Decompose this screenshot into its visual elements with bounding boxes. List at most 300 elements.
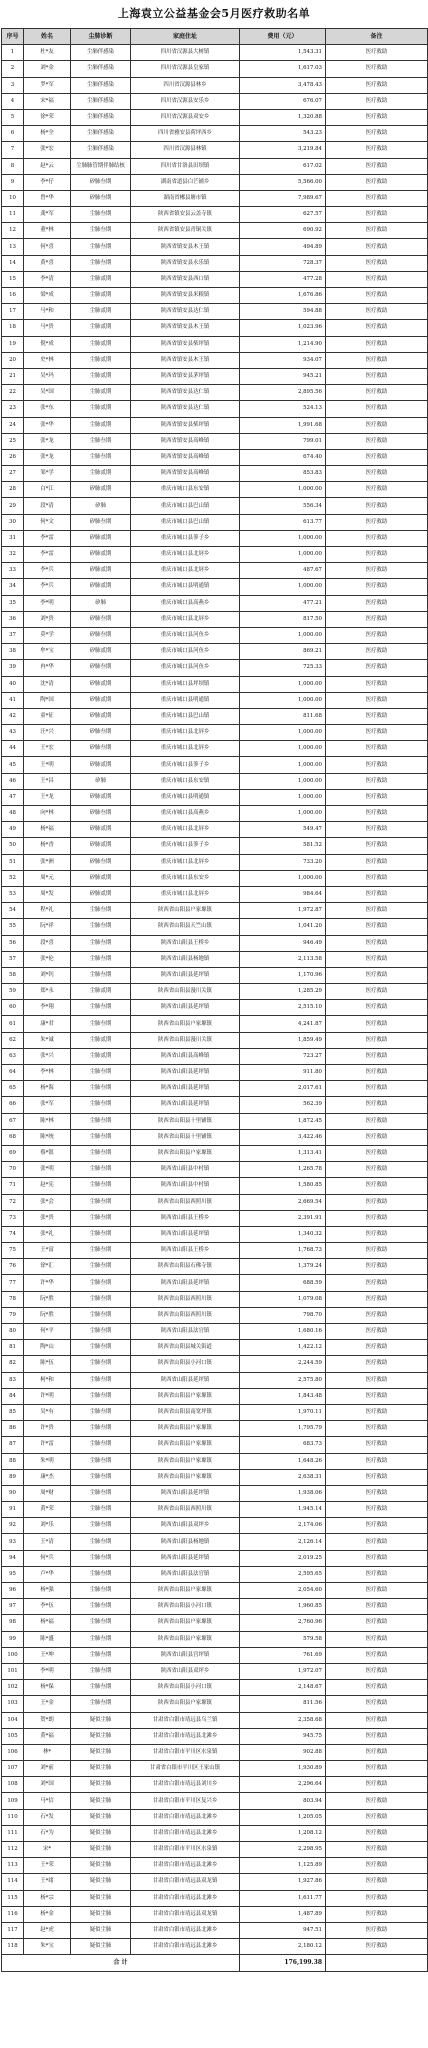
cell-index: 50 [2, 838, 24, 854]
cell-note: 医疗救助 [326, 1291, 428, 1307]
table-row [2, 1210, 428, 1226]
cell-diagnosis: 尘肺叁期 [71, 1599, 131, 1615]
cell-diagnosis: 尘肺伴感染 [71, 61, 131, 77]
cell-cost: 1,768.73 [240, 1243, 326, 1259]
cell-name: 杨*金 [24, 1906, 71, 1922]
cell-cost: 581.52 [240, 838, 326, 854]
table-row [2, 1356, 428, 1372]
cell-name: 张*会 [24, 1194, 71, 1210]
cell-name: 许*贵 [24, 1421, 71, 1437]
cell-name: 徐*汇 [24, 1259, 71, 1275]
cell-name: 张*龙 [24, 433, 71, 449]
table-row [2, 838, 428, 854]
cell-diagnosis: 尘肺贰期 [71, 385, 131, 401]
table-row [2, 1194, 428, 1210]
cell-address: 四川省汉源县双安乡 [131, 109, 240, 125]
cell-name: 郑*永 [24, 984, 71, 1000]
cell-index: 24 [2, 417, 24, 433]
cell-name: 阮*胜 [24, 1307, 71, 1323]
cell-diagnosis: 尘肺贰期 [71, 1032, 131, 1048]
cell-note: 医疗救助 [326, 1016, 428, 1032]
cell-diagnosis: 尘肺叁期 [71, 1566, 131, 1582]
cell-index: 118 [2, 1939, 24, 1955]
cell-index: 21 [2, 368, 24, 384]
cell-diagnosis: 尘肺叁期 [71, 1615, 131, 1631]
cell-name: 吴*有 [24, 1404, 71, 1420]
cell-note: 医疗救助 [326, 1696, 428, 1712]
table-row [2, 401, 428, 417]
cell-address: 甘肃省白银市靖远县乌兰镇 [131, 1712, 240, 1728]
cell-name: 马*和 [24, 304, 71, 320]
table-row [2, 1777, 428, 1793]
cell-diagnosis: 尘肺叁期 [71, 1437, 131, 1453]
cell-address: 陕西省山阳县双坪乡 [131, 1663, 240, 1679]
cell-name: 刘*乐 [24, 1518, 71, 1534]
table-row [2, 45, 428, 61]
cell-diagnosis: 尘肺贰期 [71, 271, 131, 287]
cell-index: 77 [2, 1275, 24, 1291]
cell-address: 陕西省山阳县户家塬镇 [131, 1631, 240, 1647]
cell-diagnosis: 尘肺叁期 [71, 1680, 131, 1696]
cell-note: 医疗救助 [326, 61, 428, 77]
cell-cost: 1,041.20 [240, 919, 326, 935]
cell-index: 44 [2, 741, 24, 757]
cell-cost: 594.88 [240, 304, 326, 320]
relief-table [1, 28, 428, 1972]
cell-note: 医疗救助 [326, 401, 428, 417]
cell-diagnosis: 尘肺叁期 [71, 1631, 131, 1647]
cell-diagnosis: 疑似尘肺 [71, 1744, 131, 1760]
table-row [2, 757, 428, 773]
cell-note: 医疗救助 [326, 271, 428, 287]
cell-diagnosis: 尘肺叁期 [71, 1210, 131, 1226]
cell-note: 医疗救助 [326, 1680, 428, 1696]
cell-diagnosis: 尘肺叁期 [71, 1647, 131, 1663]
cell-name: 白*江 [24, 482, 71, 498]
cell-index: 104 [2, 1712, 24, 1728]
cell-cost: 683.73 [240, 1437, 326, 1453]
cell-cost: 562.39 [240, 1097, 326, 1113]
cell-name: 王*富 [24, 1243, 71, 1259]
cell-index: 110 [2, 1809, 24, 1825]
cell-address: 重庆市城口县河鱼乡 [131, 644, 240, 660]
table-row [2, 708, 428, 724]
cell-note: 医疗救助 [326, 1065, 428, 1081]
cell-index: 20 [2, 352, 24, 368]
cell-address: 重庆市城口县河鱼乡 [131, 627, 240, 643]
cell-name: 王*昌 [24, 773, 71, 789]
cell-name: 张*明 [24, 1162, 71, 1178]
cell-address: 陕西省山阳县延坪镇 [131, 1485, 240, 1501]
table-row [2, 174, 428, 190]
table-row [2, 1113, 428, 1129]
table-row [2, 886, 428, 902]
table-row [2, 190, 428, 206]
cell-name: 杨*全 [24, 126, 71, 142]
cell-index: 60 [2, 1000, 24, 1016]
cell-index: 72 [2, 1194, 24, 1210]
cell-name: 梁*成 [24, 288, 71, 304]
table-row [2, 1469, 428, 1485]
cell-cost: 1,972.87 [240, 903, 326, 919]
cell-note: 医疗救助 [326, 142, 428, 158]
cell-note: 医疗救助 [326, 1550, 428, 1566]
cell-index: 30 [2, 514, 24, 530]
cell-cost: 1,543.31 [240, 45, 326, 61]
cell-index: 7 [2, 142, 24, 158]
cell-index: 65 [2, 1081, 24, 1097]
cell-diagnosis: 疑似尘肺 [71, 1890, 131, 1906]
cell-name: 陶*国 [24, 692, 71, 708]
cell-index: 46 [2, 773, 24, 789]
cell-name: 冉*华 [24, 660, 71, 676]
table-row [2, 158, 428, 174]
table-row [2, 1162, 428, 1178]
cell-note: 医疗救助 [326, 530, 428, 546]
cell-address: 陕西省镇安县达仁镇 [131, 304, 240, 320]
cell-diagnosis: 尘肺叁期 [71, 1453, 131, 1469]
cell-diagnosis: 尘肺叁期 [71, 1372, 131, 1388]
cell-cost: 1,023.96 [240, 320, 326, 336]
cell-index: 42 [2, 708, 24, 724]
cell-cost: 1,170.96 [240, 967, 326, 983]
cell-diagnosis: 矽肺贰期 [71, 886, 131, 902]
cell-index: 59 [2, 984, 24, 1000]
table-row [2, 1178, 428, 1194]
cell-cost: 1,000.00 [240, 741, 326, 757]
cell-name: 王*荣 [24, 1858, 71, 1874]
table-row [2, 93, 428, 109]
cell-name: 许*明 [24, 1388, 71, 1404]
total-value: 176,199.38 [240, 1955, 326, 1971]
cell-name: 卢*华 [24, 1566, 71, 1582]
cell-name: 李*清 [24, 271, 71, 287]
cell-name: 周*发 [24, 886, 71, 902]
cell-diagnosis: 尘肺叁期 [71, 1065, 131, 1081]
cell-address: 陕西省山阳县延坪镇 [131, 1372, 240, 1388]
cell-diagnosis: 尘肺贰期 [71, 304, 131, 320]
cell-name: 马*贵 [24, 320, 71, 336]
cell-name: 张*华 [24, 417, 71, 433]
cell-index: 82 [2, 1356, 24, 1372]
cell-note: 医疗救助 [326, 158, 428, 174]
table-row [2, 1129, 428, 1145]
cell-diagnosis: 疑似尘肺 [71, 1906, 131, 1922]
cell-cost: 1,991.68 [240, 417, 326, 433]
cell-diagnosis: 矽肺 [71, 498, 131, 514]
cell-cost: 1,611.77 [240, 1890, 326, 1906]
table-row [2, 1728, 428, 1744]
cell-address: 陕西省山阳县西照川镇 [131, 1307, 240, 1323]
table-row [2, 109, 428, 125]
table-row [2, 1761, 428, 1777]
cell-diagnosis: 矽肺叁期 [71, 660, 131, 676]
cell-diagnosis: 尘肺叁期 [71, 223, 131, 239]
cell-cost: 627.57 [240, 207, 326, 223]
cell-address: 陕西省镇安县木王镇 [131, 239, 240, 255]
cell-cost: 2,054.60 [240, 1583, 326, 1599]
cell-index: 32 [2, 547, 24, 563]
cell-address: 陕西省山阳县中村镇 [131, 1178, 240, 1194]
cell-name: 牟*宝 [24, 644, 71, 660]
table-row [2, 1340, 428, 1356]
table-row [2, 514, 428, 530]
cell-note: 医疗救助 [326, 886, 428, 902]
cell-index: 112 [2, 1842, 24, 1858]
cell-address: 陕西省山阳县延坪镇 [131, 1550, 240, 1566]
table-row [2, 1566, 428, 1582]
cell-cost: 2,515.10 [240, 1000, 326, 1016]
table-row [2, 1712, 428, 1728]
cell-cost: 543.23 [240, 126, 326, 142]
table-row [2, 385, 428, 401]
table-row [2, 935, 428, 951]
cell-index: 63 [2, 1048, 24, 1064]
cell-cost: 2,669.54 [240, 1194, 326, 1210]
cell-note: 医疗救助 [326, 1324, 428, 1340]
table-row [2, 1890, 428, 1906]
cell-diagnosis: 尘肺叁期 [71, 1518, 131, 1534]
cell-note: 医疗救助 [326, 1275, 428, 1291]
cell-name: 陈*林 [24, 1113, 71, 1129]
cell-diagnosis: 尘肺叁期 [71, 1129, 131, 1145]
cell-address: 重庆市城口县北屏乡 [131, 822, 240, 838]
cell-diagnosis: 尘肺贰期 [71, 417, 131, 433]
total-label: 合 计 [2, 1955, 240, 1971]
cell-index: 25 [2, 433, 24, 449]
cell-note: 医疗救助 [326, 725, 428, 741]
cell-diagnosis: 矽肺叁期 [71, 806, 131, 822]
table-row [2, 1647, 428, 1663]
cell-note: 医疗救助 [326, 1502, 428, 1518]
cell-address: 陕西省山阳县延坪镇 [131, 1226, 240, 1242]
cell-cost: 1,000.00 [240, 547, 326, 563]
cell-note: 医疗救助 [326, 822, 428, 838]
cell-diagnosis: 矽肺叁期 [71, 627, 131, 643]
cell-cost: 1,208.12 [240, 1825, 326, 1841]
cell-diagnosis: 尘肺贰期 [71, 352, 131, 368]
cell-address: 陕西省镇安县青铜关镇 [131, 223, 240, 239]
cell-cost: 524.13 [240, 401, 326, 417]
cell-note: 医疗救助 [326, 336, 428, 352]
cell-address: 陕西省镇安县高峰镇 [131, 449, 240, 465]
cell-address: 陕西省山阳县中村镇 [131, 1162, 240, 1178]
cell-note: 医疗救助 [326, 854, 428, 870]
cell-address: 陕西省镇安县达仁镇 [131, 385, 240, 401]
cell-diagnosis: 尘肺贰期 [71, 320, 131, 336]
table-row [2, 1437, 428, 1453]
cell-name: 董*林 [24, 223, 71, 239]
cell-cost: 946.49 [240, 935, 326, 951]
cell-index: 109 [2, 1793, 24, 1809]
cell-diagnosis: 疑似尘肺 [71, 1922, 131, 1938]
cell-address: 陕西省山阳县王桥乡 [131, 1243, 240, 1259]
table-row [2, 1550, 428, 1566]
cell-cost: 1,872.45 [240, 1113, 326, 1129]
cell-cost: 1,927.86 [240, 1874, 326, 1890]
table-row [2, 1259, 428, 1275]
cell-cost: 1,422.12 [240, 1340, 326, 1356]
cell-name: 石*发 [24, 1809, 71, 1825]
cell-index: 47 [2, 789, 24, 805]
cell-index: 100 [2, 1647, 24, 1663]
cell-note: 医疗救助 [326, 692, 428, 708]
cell-index: 51 [2, 854, 24, 870]
cell-note: 医疗救助 [326, 385, 428, 401]
cell-index: 85 [2, 1404, 24, 1420]
cell-address: 陕西省山阳县户家塬镇 [131, 1016, 240, 1032]
table-row [2, 1793, 428, 1809]
cell-note: 医疗救助 [326, 1307, 428, 1323]
table-row [2, 1081, 428, 1097]
cell-note: 医疗救助 [326, 1340, 428, 1356]
cell-note: 医疗救助 [326, 611, 428, 627]
cell-index: 106 [2, 1744, 24, 1760]
cell-diagnosis: 疑似尘肺 [71, 1939, 131, 1955]
cell-diagnosis: 尘肺伴感染 [71, 93, 131, 109]
cell-index: 40 [2, 676, 24, 692]
cell-note: 医疗救助 [326, 660, 428, 676]
cell-cost: 2,595.65 [240, 1566, 326, 1582]
cell-diagnosis: 尘肺肺管期伴肺结核 [71, 158, 131, 174]
cell-cost: 2,358.68 [240, 1712, 326, 1728]
cell-cost: 2,638.31 [240, 1469, 326, 1485]
cell-address: 陕西省山阳县户家塬镇 [131, 1145, 240, 1161]
cell-index: 17 [2, 304, 24, 320]
cell-note: 医疗救助 [326, 1599, 428, 1615]
cell-diagnosis: 尘肺叁期 [71, 1696, 131, 1712]
cell-address: 重庆市城口县坪坝镇 [131, 676, 240, 692]
cell-name: 贺*朗 [24, 1712, 71, 1728]
cell-diagnosis: 尘肺叁期 [71, 1340, 131, 1356]
cell-address: 陕西省山阳县漫川关镇 [131, 1032, 240, 1048]
cell-name: 段*喜 [24, 935, 71, 951]
cell-address: 陕西省镇安县达仁镇 [131, 401, 240, 417]
cell-name: 杨*保 [24, 1680, 71, 1696]
cell-cost: 799.01 [240, 433, 326, 449]
cell-index: 49 [2, 822, 24, 838]
cell-address: 陕西省山阳县户家塬镇 [131, 1388, 240, 1404]
cell-address: 陕西省山阳县高峰镇 [131, 1048, 240, 1064]
cell-name: 朱*明 [24, 1453, 71, 1469]
cell-note: 医疗救助 [326, 1922, 428, 1938]
cell-note: 医疗救助 [326, 1421, 428, 1437]
cell-name: 陈*盛 [24, 1631, 71, 1647]
cell-address: 重庆市城口县巴山镇 [131, 708, 240, 724]
cell-note: 医疗救助 [326, 514, 428, 530]
table-row [2, 984, 428, 1000]
table-row [2, 1388, 428, 1404]
cell-name: 朱*宝 [24, 1939, 71, 1955]
cell-diagnosis: 疑似尘肺 [71, 1874, 131, 1890]
header-index: 序号 [2, 29, 24, 45]
cell-address: 陕西省镇安县云盖寺镇 [131, 207, 240, 223]
cell-note: 医疗救助 [326, 984, 428, 1000]
cell-name: 张*贵 [24, 1210, 71, 1226]
table-row [2, 1226, 428, 1242]
cell-note: 医疗救助 [326, 417, 428, 433]
table-row [2, 288, 428, 304]
cell-cost: 2,174.06 [240, 1518, 326, 1534]
cell-address: 四川省汉源县林乡 [131, 77, 240, 93]
cell-diagnosis: 疑似尘肺 [71, 1825, 131, 1841]
cell-note: 医疗救助 [326, 1583, 428, 1599]
cell-index: 33 [2, 563, 24, 579]
table-row [2, 433, 428, 449]
cell-note: 医疗救助 [326, 644, 428, 660]
cell-diagnosis: 尘肺叁期 [71, 1194, 131, 1210]
table-row [2, 1825, 428, 1841]
cell-name: 马*信 [24, 1793, 71, 1809]
cell-cost: 817.50 [240, 611, 326, 627]
cell-note: 医疗救助 [326, 1858, 428, 1874]
cell-address: 甘肃省白银市靖远县刘川乡 [131, 1777, 240, 1793]
cell-note: 医疗救助 [326, 1162, 428, 1178]
cell-cost: 728.37 [240, 255, 326, 271]
table-row [2, 1243, 428, 1259]
cell-cost: 5,566.00 [240, 174, 326, 190]
cell-cost: 494.89 [240, 239, 326, 255]
header-row [2, 29, 428, 45]
table-row [2, 352, 428, 368]
cell-note: 医疗救助 [326, 190, 428, 206]
table-row [2, 1631, 428, 1647]
cell-name: 刘*前 [24, 1761, 71, 1777]
cell-note: 医疗救助 [326, 1453, 428, 1469]
cell-index: 61 [2, 1016, 24, 1032]
cell-name: 刘*贵 [24, 611, 71, 627]
cell-index: 37 [2, 627, 24, 643]
cell-name: 张*洲 [24, 854, 71, 870]
table-row [2, 1372, 428, 1388]
cell-note: 医疗救助 [326, 174, 428, 190]
table-row [2, 773, 428, 789]
cell-diagnosis: 矽肺贰期 [71, 870, 131, 886]
cell-name: 张*东 [24, 401, 71, 417]
cell-address: 四川省雅安县荷坪西乡 [131, 126, 240, 142]
cell-note: 医疗救助 [326, 1761, 428, 1777]
cell-cost: 1,000.00 [240, 676, 326, 692]
cell-address: 陕西省山阳县杨地镇 [131, 951, 240, 967]
cell-address: 甘肃省白银市靖远县双龙镇 [131, 1874, 240, 1890]
cell-note: 医疗救助 [326, 1437, 428, 1453]
cell-note: 医疗救助 [326, 967, 428, 983]
cell-note: 医疗救助 [326, 1939, 428, 1955]
cell-diagnosis: 矽肺贰期 [71, 692, 131, 708]
cell-index: 108 [2, 1777, 24, 1793]
cell-diagnosis: 矽肺贰期 [71, 838, 131, 854]
cell-cost: 723.27 [240, 1048, 326, 1064]
cell-name: 杨*宗 [24, 1890, 71, 1906]
table-row [2, 271, 428, 287]
cell-address: 重庆市城口县明通镇 [131, 692, 240, 708]
cell-index: 38 [2, 644, 24, 660]
cell-note: 医疗救助 [326, 1631, 428, 1647]
cell-index: 3 [2, 77, 24, 93]
cell-index: 96 [2, 1583, 24, 1599]
cell-diagnosis: 尘肺贰期 [71, 401, 131, 417]
cell-note: 医疗救助 [326, 757, 428, 773]
cell-index: 90 [2, 1485, 24, 1501]
cell-index: 36 [2, 611, 24, 627]
cell-address: 重庆市城口县高燕乡 [131, 595, 240, 611]
cell-index: 76 [2, 1259, 24, 1275]
table-row [2, 1048, 428, 1064]
cell-cost: 690.92 [240, 223, 326, 239]
cell-index: 89 [2, 1469, 24, 1485]
table-row [2, 320, 428, 336]
cell-cost: 1,648.26 [240, 1453, 326, 1469]
